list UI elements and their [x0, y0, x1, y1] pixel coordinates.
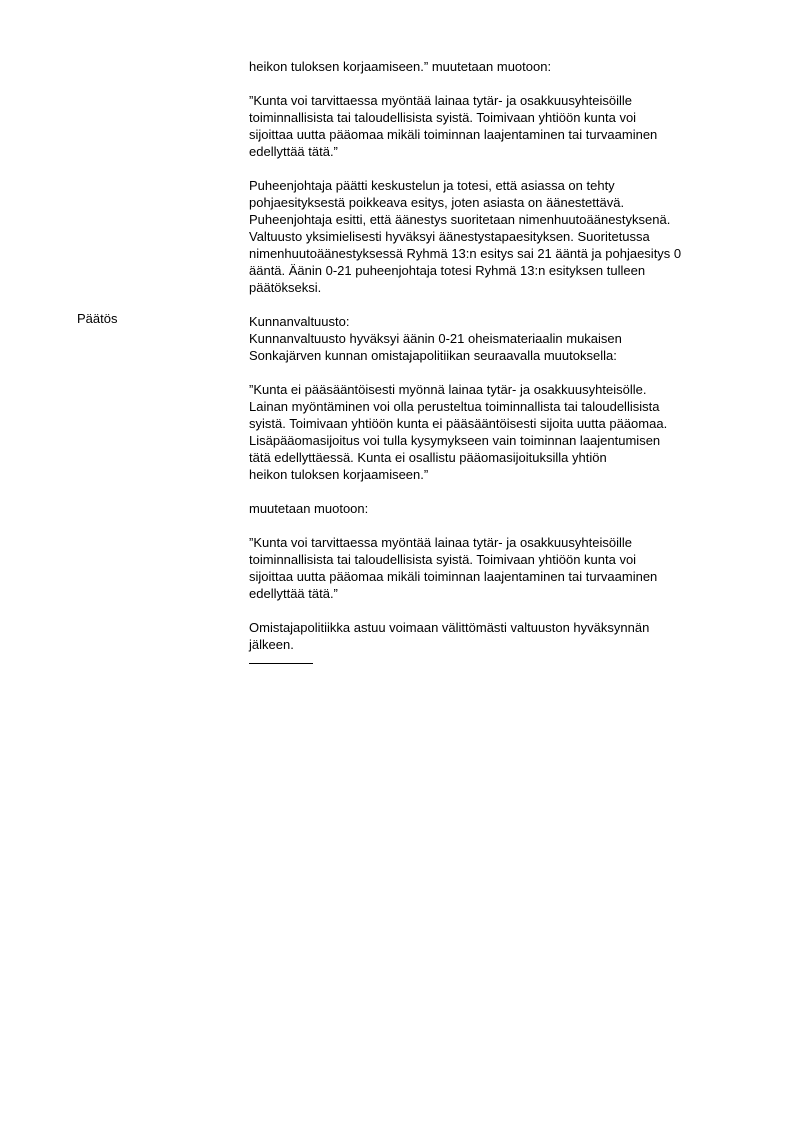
new-policy-quote-2: [249, 534, 749, 602]
quote-line: ”Kunta ei pääsääntöisesti myönnä lainaa tytär- ja osakkuusyhteisölle.: [249, 382, 647, 397]
quote-line: toiminnallisista tai taloudellisista syistä. Toimivaan yhtiöön kunta voi: [249, 110, 637, 125]
effective-line: jälkeen.: [249, 637, 294, 652]
decision-line: Sonkajärven kunnan omistajapolitiikan seuraavalla muutoksella:: [249, 348, 617, 363]
quote-line: syistä. Toimivaan yhtiöön kunta ei pääsääntöisesti sijoita uutta pääomaa.: [249, 416, 668, 431]
main-text-column: [249, 58, 749, 664]
new-policy-quote-1: [249, 92, 749, 160]
quote-line: toiminnallisista tai taloudellisista syistä. Toimivaan yhtiöön kunta voi: [249, 552, 637, 567]
quote-line: edellyttää tätä.”: [249, 586, 338, 601]
chair-line: päätökseksi.: [249, 280, 322, 295]
chair-paragraph: [249, 177, 749, 296]
quote-line: sijoittaa uutta pääomaa mikäli toiminnan laajentaminen tai turvaaminen: [249, 569, 658, 584]
quote-line: Lainan myöntäminen voi olla perusteltua toiminnallista tai taloudellisista: [249, 399, 660, 414]
chair-line: Puheenjohtaja päätti keskustelun ja totesi, että asiassa on tehty: [249, 178, 615, 193]
quote-line: sijoittaa uutta pääomaa mikäli toiminnan laajentaminen tai turvaaminen: [249, 127, 658, 142]
effective-line: Omistajapolitiikka astuu voimaan välittömästi valtuuston hyväksynnän: [249, 620, 650, 635]
quote-line: ”Kunta voi tarvittaessa myöntää lainaa tytär- ja osakkuusyhteisöille: [249, 535, 632, 550]
quote-line: edellyttää tätä.”: [249, 144, 338, 159]
chair-line: pohjaesityksestä poikkeava esitys, joten asiasta on äänestettävä.: [249, 195, 625, 210]
decision-line: Kunnanvaltuusto hyväksyi äänin 0-21 oheismateriaalin mukaisen: [249, 331, 622, 346]
quote-line: tätä edellyttäessä. Kunta ei osallistu pääomasijoituksilla yhtiön: [249, 450, 607, 465]
end-rule: [249, 653, 313, 664]
chair-line: Valtuusto yksimielisesti hyväksyi äänestystapaesityksen. Suoritetussa: [249, 229, 650, 244]
chair-line: Puheenjohtaja esitti, että äänestys suoritetaan nimenhuutoäänestyksenä.: [249, 212, 671, 227]
chair-line: ääntä. Äänin 0-21 puheenjohtaja totesi Ryhmä 13:n esityksen tulleen: [249, 263, 646, 278]
decision-label: Päätös: [77, 311, 118, 326]
quote-line: ”Kunta voi tarvittaessa myöntää lainaa tytär- ja osakkuusyhteisöille: [249, 93, 632, 108]
intro-paragraph: [249, 58, 749, 75]
decision-line: Kunnanvaltuusto:: [249, 314, 350, 329]
changed-to-paragraph: [249, 500, 749, 517]
effective-paragraph: [249, 619, 749, 653]
intro-line: heikon tuloksen korjaamiseen.” muutetaan muotoon:: [249, 59, 552, 74]
decision-paragraph: [249, 313, 749, 364]
chair-line: nimenhuutoäänestyksessä Ryhmä 13:n esitys sai 21 ääntä ja pohjaesitys 0: [249, 246, 682, 261]
changed-to-line: muutetaan muotoon:: [249, 501, 369, 516]
old-policy-quote: [249, 381, 749, 483]
quote-line: heikon tuloksen korjaamiseen.”: [249, 467, 429, 482]
quote-line: Lisäpääomasijoitus voi tulla kysymykseen vain toiminnan laajentumisen: [249, 433, 661, 448]
